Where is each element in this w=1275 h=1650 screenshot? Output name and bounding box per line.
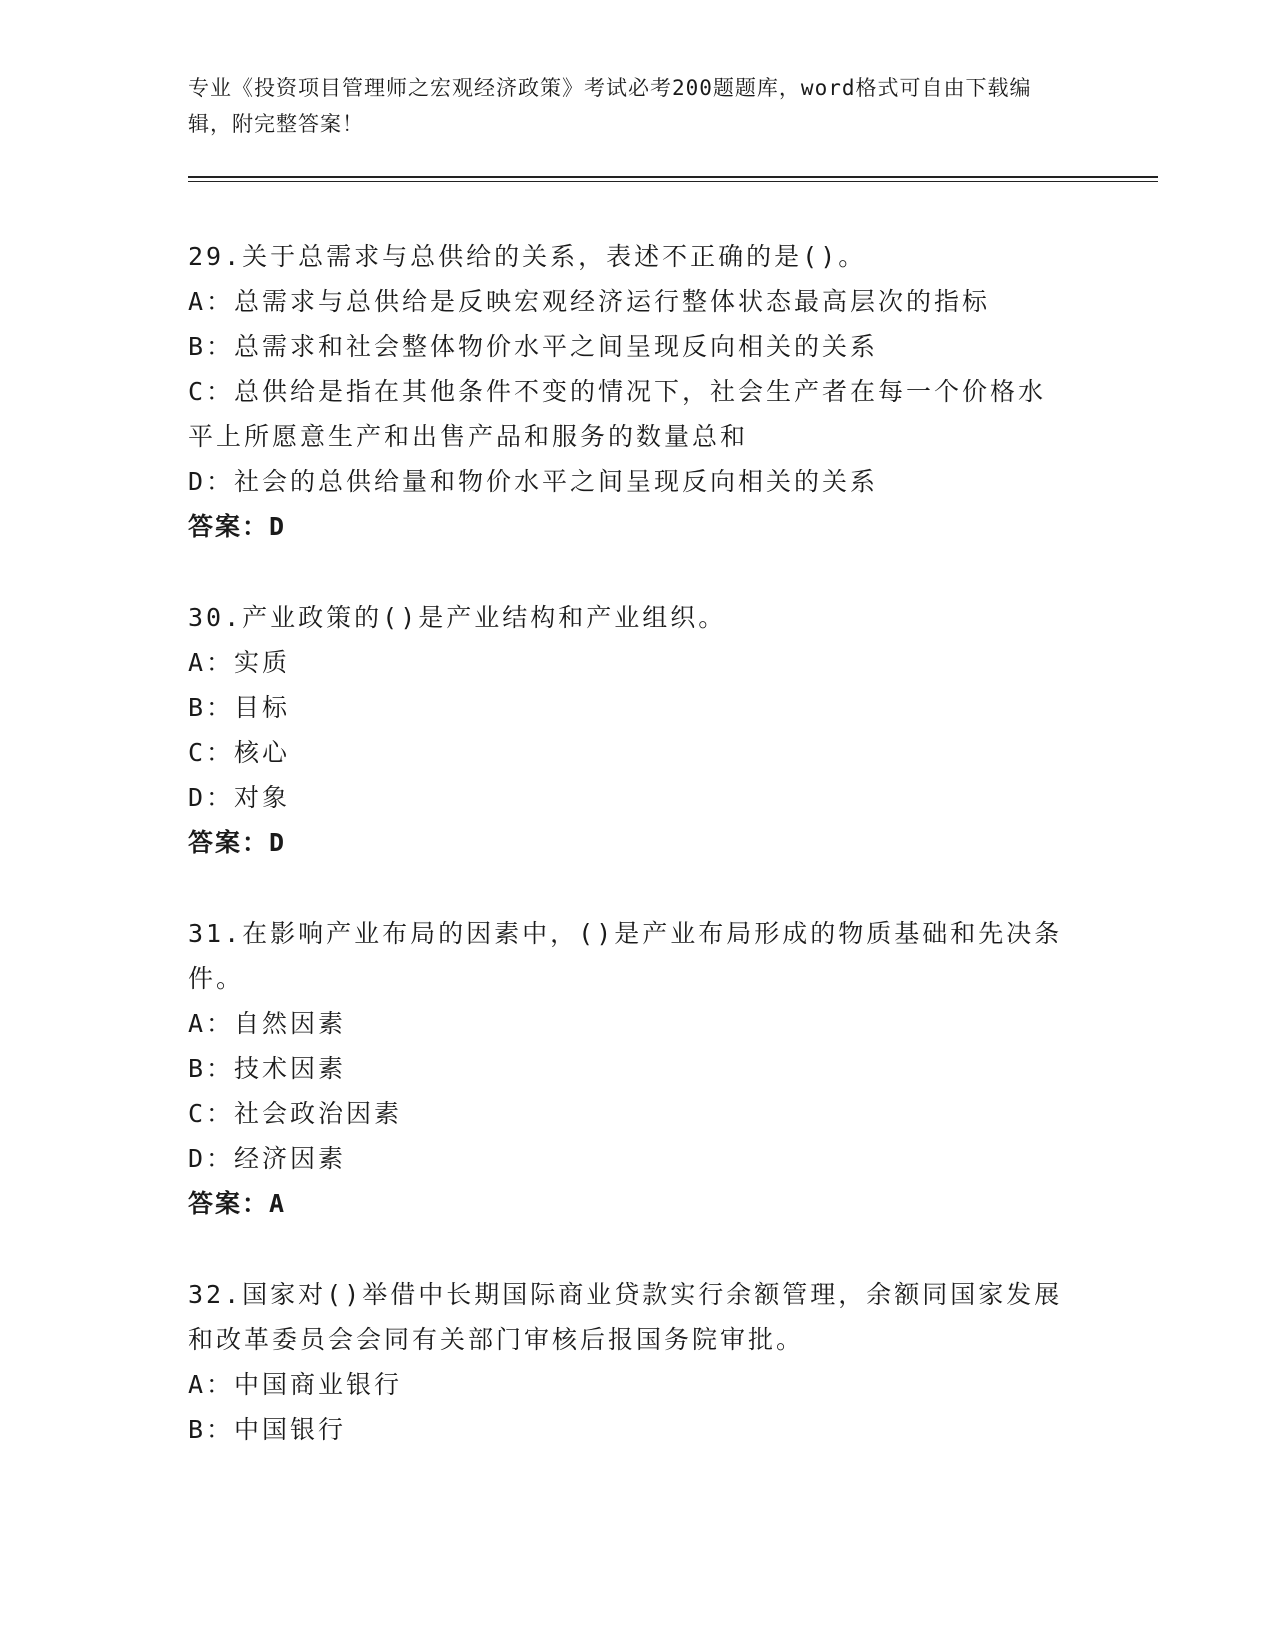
question-29 (188, 234, 1088, 549)
option-b: B：目标 (188, 693, 291, 722)
document-page (188, 70, 1088, 1452)
option-b: B：技术因素 (188, 1054, 347, 1083)
option-c: C：总供给是指在其他条件不变的情况下，社会生产者在每一个价格水平上所愿意生产和出售产品和服务的数量总和 (188, 377, 1047, 451)
option-b: B：中国银行 (188, 1415, 347, 1444)
question-stem: 32.国家对()举借中长期国际商业贷款实行余额管理，余额同国家发展和改革委员会会同有关部门审核后报国务院审批。 (188, 1280, 1063, 1354)
option-d: D：对象 (188, 783, 291, 812)
option-a: A：实质 (188, 648, 291, 677)
document-header: 专业《投资项目管理师之宏观经济政策》考试必考200题题库，word格式可自由下载编辑，附完整答案！ (188, 76, 1032, 136)
option-c: C：社会政治因素 (188, 1099, 403, 1128)
option-d: D：社会的总供给量和物价水平之间呈现反向相关的关系 (188, 467, 879, 496)
option-a: A：总需求与总供给是反映宏观经济运行整体状态最高层次的指标 (188, 287, 991, 316)
question-stem: 31.在影响产业布局的因素中，()是产业布局形成的物质基础和先决条件。 (188, 919, 1063, 993)
option-c: C：核心 (188, 738, 291, 767)
question-32 (188, 1272, 1088, 1452)
answer: 答案：D (188, 828, 287, 857)
question-30 (188, 595, 1088, 865)
option-d: D：经济因素 (188, 1144, 347, 1173)
option-a: A：自然因素 (188, 1009, 347, 1038)
question-31 (188, 911, 1088, 1226)
question-stem: 30.产业政策的()是产业结构和产业组织。 (188, 603, 727, 632)
option-b: B：总需求和社会整体物价水平之间呈现反向相关的关系 (188, 332, 879, 361)
answer: 答案：D (188, 512, 287, 541)
option-a: A：中国商业银行 (188, 1370, 403, 1399)
answer: 答案：A (188, 1189, 287, 1218)
question-stem: 29.关于总需求与总供给的关系，表述不正确的是()。 (188, 242, 867, 271)
